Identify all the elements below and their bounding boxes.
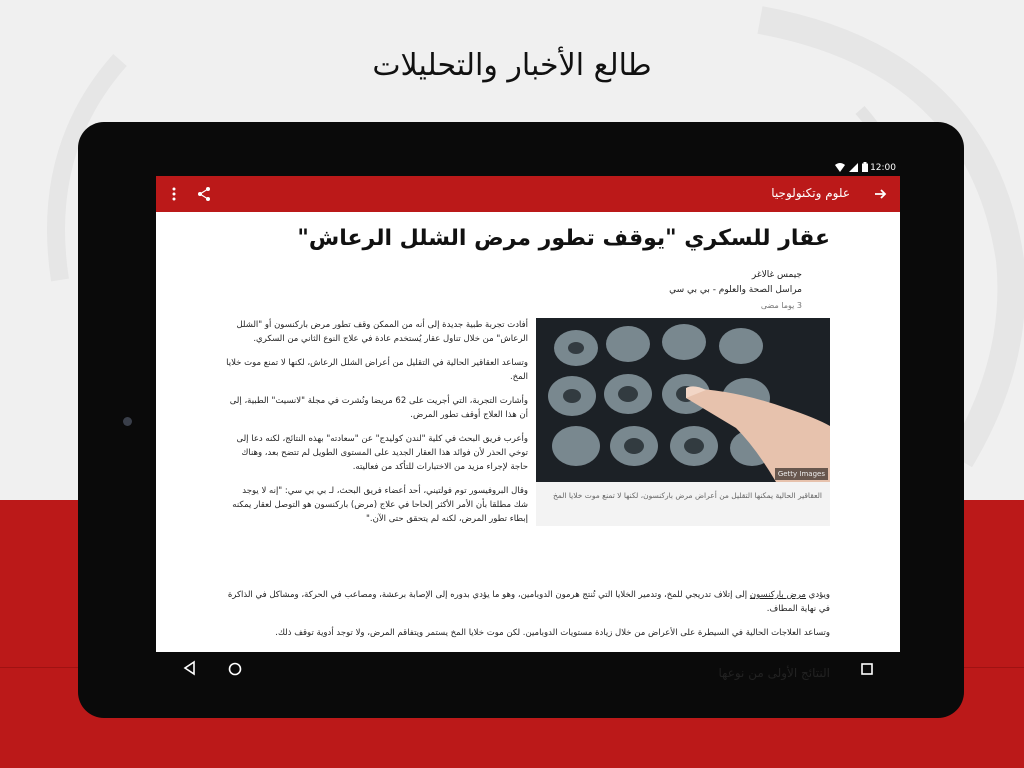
published-date: 3 يوما مضى [760,301,802,310]
paragraph [226,588,830,616]
signal-icon [849,163,858,175]
image-caption: العقاقير الحالية يمكنها التقليل من أعراض مرض باركنسون، لكنها لا تمنع موت خلايا المخ [552,491,822,500]
promo-headline: طالع الأخبار والتحليلات [372,48,652,83]
camera-dot [123,417,132,426]
arrow-back-icon[interactable] [870,184,890,204]
nav-home-icon[interactable] [228,661,242,675]
paragraph-suffix: إلى إتلاف تدريجي للمخ، وتدمير الخلايا التي تُنتج هرمون الدوبامين، وهو ما يؤدي بدوره إلى الإصابة برعشة، ومصاعب في الحركة، ومشاكل في الذاكرة في نهاية المطاف. [227,590,830,614]
battery-icon [862,162,868,175]
article-figure [536,318,830,526]
article-title: عقار للسكري "يوقف تطور مرض الشلل الرعاش" [297,226,830,251]
status-bar [156,160,900,176]
paragraph: أفادت تجربة طبية جديدة إلى أنه من الممكن وقف تطور مرض باركنسون أو "الشلل الرعاش" من خلال تناول عقار يُستخدم عادة في علاج النوع الثاني من السكري. [236,320,528,344]
app-bar [156,176,900,212]
wifi-icon [835,163,845,175]
article-body-full [226,588,830,650]
section-title: علوم وتكنولوجيا [771,186,850,200]
article-subheading: النتائج الأولى من نوعها [718,666,830,680]
author-name: جيمس غالاغر [751,270,802,280]
paragraph: وأعرب فريق البحث في كلية "لندن كوليدج" عن "سعادته" بهذه النتائج، لكنه دعا إلى توخي الحذر لأن فوائد هذا العقار الجديد على المستوى الطويل لم تتضح بعد، وهناك حاجة لإجراء مزيد من الاختبارات للتأكد من فعاليته. [236,434,528,472]
clock: 12:00 [870,163,896,173]
parkinsons-link[interactable]: مرض باركنسون [749,590,806,600]
nav-back-icon[interactable] [182,660,196,676]
image-credit: Getty Images [775,468,828,480]
author-role: مراسل الصحة والعلوم - بي بي سي [669,285,802,295]
nav-bar [156,652,900,684]
byline [402,268,802,313]
paragraph-prefix: ويؤدي [805,590,830,600]
app-screen [156,176,900,680]
paragraph: وتساعد العقاقير الحالية في التقليل من أعراض الشلل الرعاش، لكنها لا تمنع موت خلايا المخ. [226,358,528,382]
nav-recent-apps-icon[interactable] [860,661,874,675]
paragraph: وقال البروفيسور توم فولتيني، أحد أعضاء فريق البحث، لـ بي بي سي: "إنه لا يوجد شك مطلقا بأن الأمر الأكثر إلحاحا في علاج (مرض) باركنسون هو التوصل لعقار يمكنه إبطاء تطور المرض، لكنه لم يتحقق حتى الآن." [232,486,528,524]
article-body-column [226,318,528,536]
paragraph: وتساعد العلاجات الحالية في السيطرة على الأعراض من خلال زيادة مستويات الدوبامين. لكن موت خلايا المخ يستمر ويتفاقم المرض، ولا توجد أدوية توقف ذلك. [275,628,830,638]
brain-scans-image[interactable] [536,318,830,482]
share-icon[interactable] [196,186,212,202]
paragraph: وأشارت التجربة، التي أجريت على 62 مريضا ونُشرت في مجلة "لانسيت" الطبية، إلى أن هذا العلاج أوقف تطور المرض. [229,396,528,420]
more-vert-icon[interactable] [170,185,178,203]
